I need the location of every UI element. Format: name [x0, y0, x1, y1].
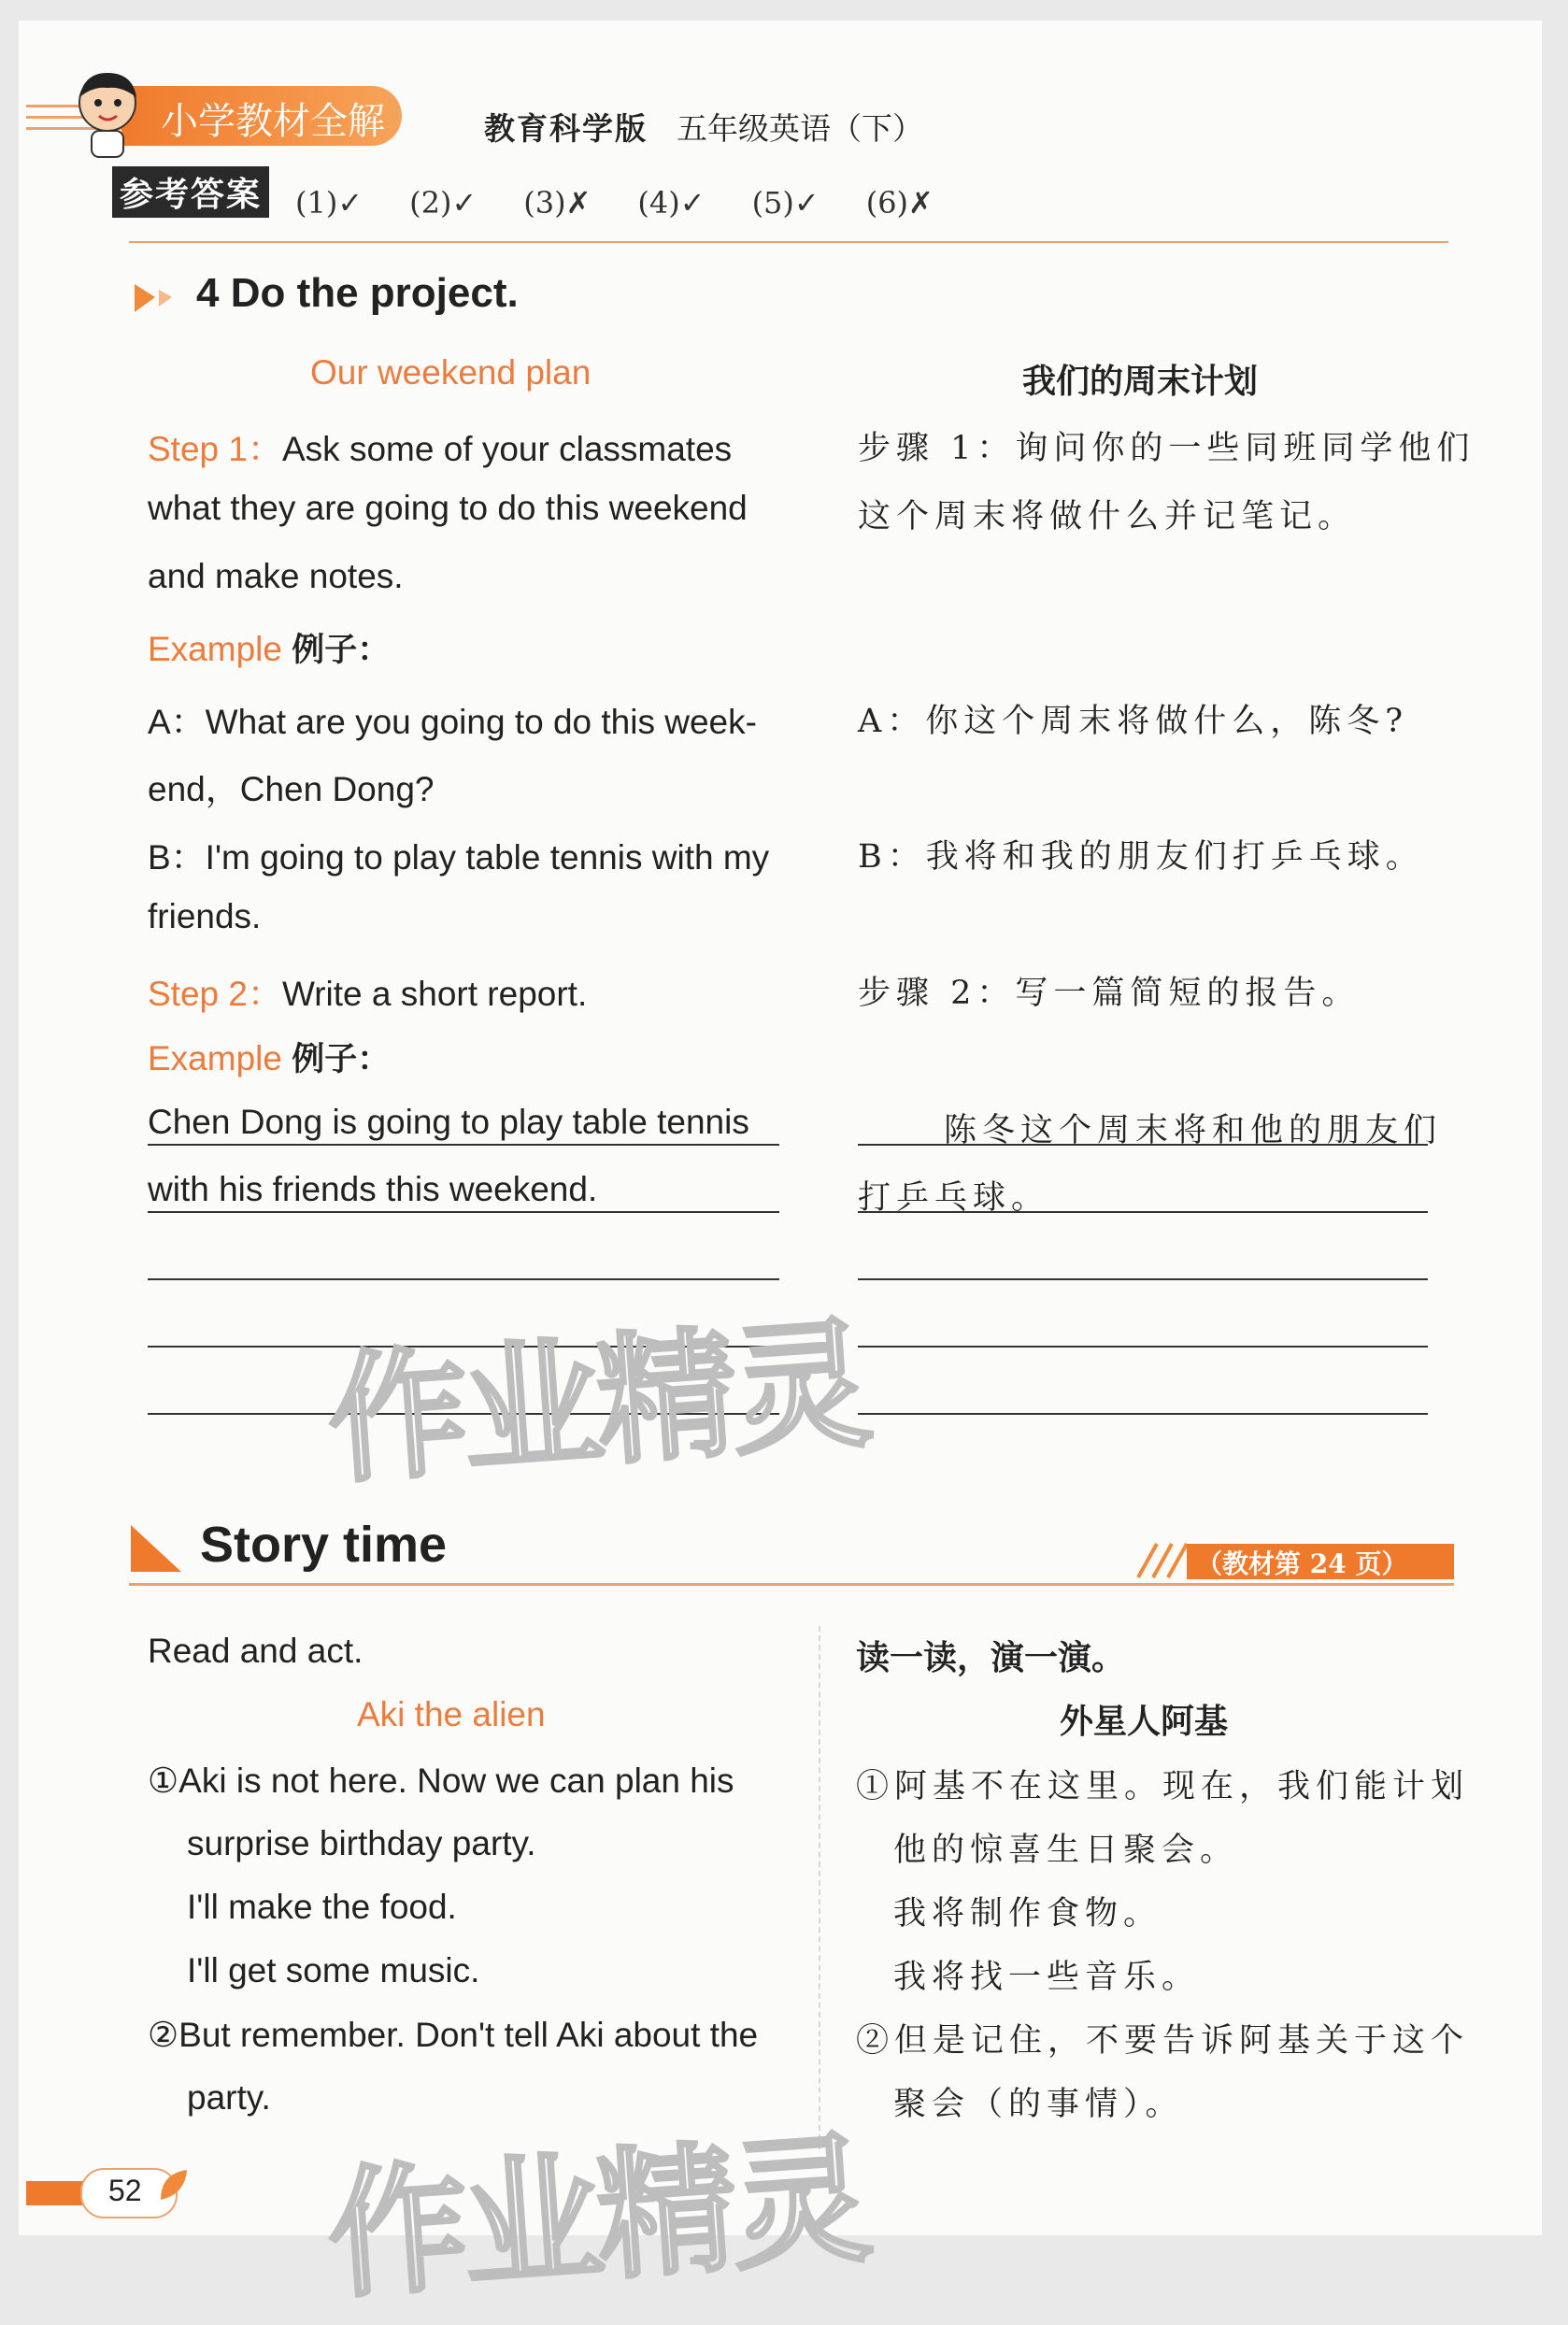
step1-text: Ask some of your classmates: [281, 430, 733, 468]
step1-line: [148, 421, 732, 471]
header-edition: 教育科学版: [484, 110, 648, 147]
answer-item: (1)✓: [295, 185, 363, 221]
story-instruction: Read and act.: [148, 1632, 363, 1670]
step2-label: Step 2：: [148, 975, 282, 1013]
story-en-line: surprise birthday party.: [187, 1824, 536, 1862]
step2-zh: 步骤 2：写一篇简短的报告。: [858, 975, 1361, 1012]
brand-title: 小学教材全解: [161, 100, 385, 143]
step2-text: Write a short report.: [281, 975, 588, 1013]
writing-line: [858, 1346, 1428, 1348]
writing-line: [858, 1413, 1428, 1415]
report-zh-line: 陈冬这个周末将和他的朋友们: [944, 1112, 1443, 1149]
example-label: Example: [148, 630, 282, 668]
writing-line: [148, 1144, 779, 1146]
story-en-line: ①Aki is not here. Now we can plan his: [148, 1762, 734, 1800]
example-label-zh: 例子：: [292, 632, 391, 669]
example-label-2: [148, 1034, 390, 1080]
story-zh-line: 聚会（的事情）。: [893, 2086, 1184, 2123]
answer-list: [295, 185, 934, 221]
answer-item: (2)✓: [409, 185, 478, 221]
page-ref: （教材第 24 页）: [1196, 1548, 1408, 1579]
dialog-b-line: friends.: [148, 897, 262, 935]
dialog-b-zh: B：我将和我的朋友们打乒乓球。: [858, 838, 1424, 876]
dialog-a-line: end，Chen Dong?: [148, 770, 435, 808]
writing-line: [858, 1211, 1428, 1213]
writing-line: [858, 1278, 1428, 1280]
header-subject: 五年级英语（下）: [677, 110, 923, 147]
step1-label: Step 1：: [148, 430, 282, 468]
watermark: 作业精灵: [322, 1304, 872, 1504]
story-instruction-zh: 读一读，演一演。: [856, 1639, 1126, 1677]
divider: [129, 241, 1448, 243]
answer-item: (6)✗: [865, 185, 934, 221]
story-title-zh: 外星人阿基: [1060, 1703, 1229, 1741]
project-title-en: Our weekend plan: [310, 353, 592, 392]
dialog-a-zh: A：你这个周末将做什么，陈冬?: [858, 703, 1409, 740]
answer-item: (5)✓: [751, 185, 820, 221]
dialog-b-line: B：I'm going to play table tennis with my: [148, 838, 770, 877]
story-en-line: I'll make the food.: [187, 1888, 457, 1926]
double-arrow-icon: [135, 280, 187, 314]
story-zh-line: 我将找一些音乐。: [893, 1959, 1201, 1996]
report-line: Chen Dong is going to play table tennis: [148, 1103, 749, 1141]
story-title-en: Aki the alien: [357, 1695, 546, 1733]
step1-line: and make notes.: [148, 557, 404, 595]
report-zh-line: 打乒乓球。: [858, 1179, 1050, 1217]
mascot-boy-icon: [65, 67, 150, 161]
answer-item: (3)✗: [523, 185, 592, 221]
slash-stripes: [1121, 1542, 1196, 1579]
story-zh-line: 他的惊喜生日聚会。: [893, 1832, 1239, 1869]
triangle-icon: [131, 1525, 181, 1572]
example-label-zh: 例子：: [292, 1041, 391, 1078]
story-divider: [129, 1583, 1454, 1586]
dialog-a-line: A：What are you going to do this week-: [148, 703, 757, 741]
example-label-1: [148, 624, 390, 671]
project-title-zh: 我们的周末计划: [1022, 363, 1259, 401]
example-label: Example: [148, 1039, 282, 1077]
story-en-line: I'll get some music.: [187, 1951, 480, 1990]
story-zh-line: ①阿基不在这里。现在，我们能计划: [856, 1768, 1470, 1805]
writing-line: [148, 1278, 779, 1280]
step1-zh-line: 这个周末将做什么并记笔记。: [858, 498, 1357, 535]
story-heading: Story time: [200, 1517, 448, 1573]
writing-line: [148, 1211, 779, 1213]
story-en-line: party.: [187, 2078, 271, 2117]
answer-item: (4)✓: [637, 185, 706, 221]
watermark: 作业精灵: [322, 2118, 872, 2318]
step1-line: what they are going to do this weekend: [148, 489, 748, 527]
report-line: with his friends this weekend.: [148, 1170, 598, 1208]
story-zh-line: ②但是记住，不要告诉阿基关于这个: [856, 2022, 1470, 2060]
writing-line: [858, 1144, 1428, 1146]
step1-zh-line: 步骤 1：询问你的一些同班同学他们: [858, 430, 1475, 467]
story-en-line: ②But remember. Don't tell Aki about the: [148, 2016, 759, 2054]
leaf-icon: [157, 2166, 191, 2204]
column-divider: [819, 1626, 820, 2149]
story-zh-line: 我将制作食物。: [893, 1895, 1162, 1933]
answer-label: 参考答案: [112, 166, 269, 218]
page-number: 52: [108, 2174, 142, 2207]
step2-line: [148, 965, 587, 1016]
project-heading: 4 Do the project.: [196, 270, 519, 316]
